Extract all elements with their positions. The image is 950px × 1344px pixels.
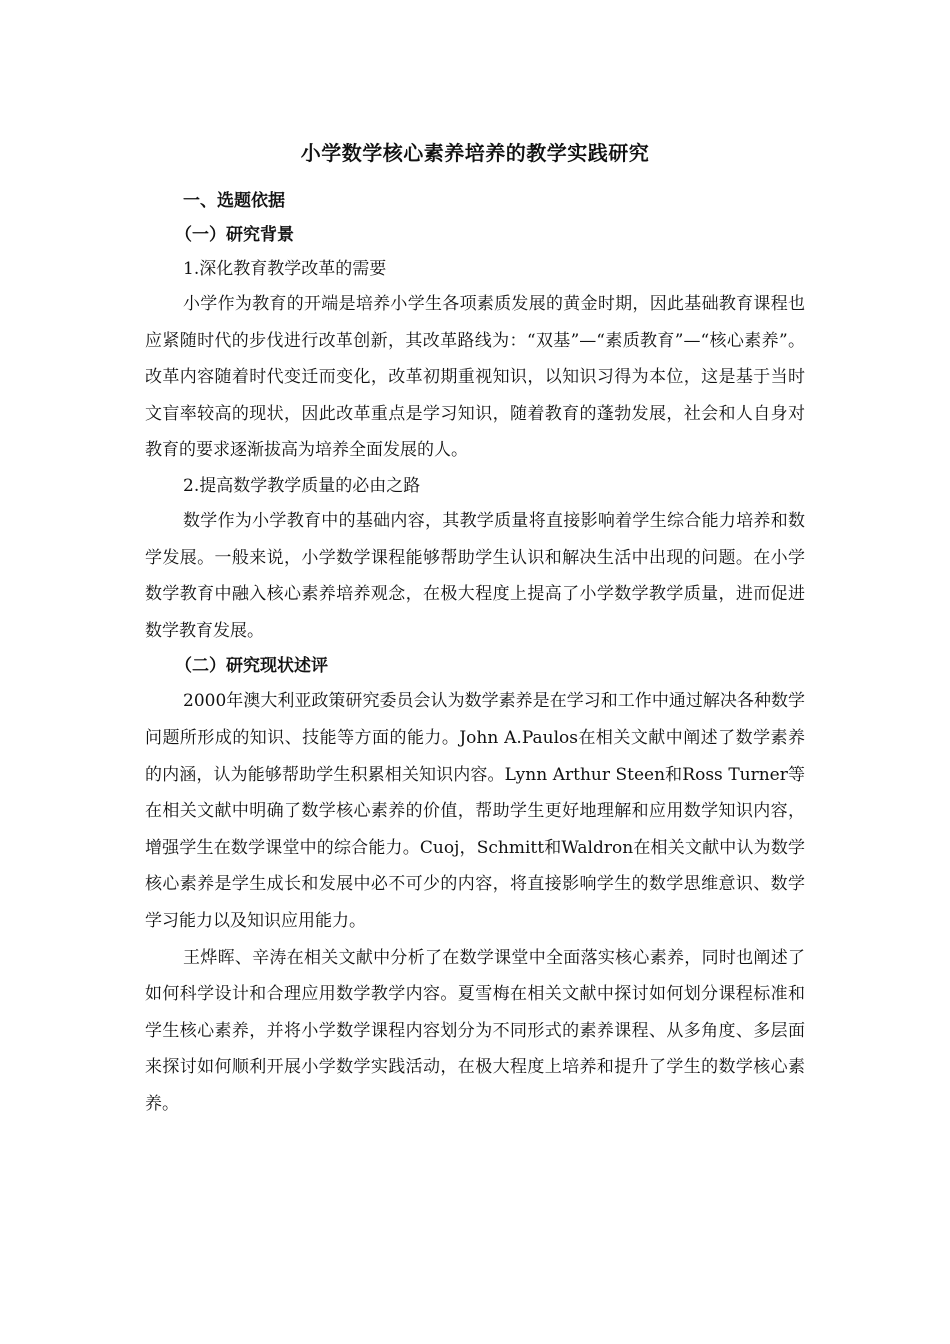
item-heading-reform: 1.深化教育教学改革的需要 xyxy=(183,259,387,279)
paragraph-review-foreign: 2000年澳大利亚政策研究委员会认为数学素养是在学习和工作中通过解决各种数学问题所形成的知识、技能等方面的能力。John A.Paulos在相关文献中阐述了数学素养的内涵，认为能够帮助学生积累相关知识内容。Lynn Arthur Steen和Ross Turner等在相关文献中明确了数学核心素养的价值，帮助学生更好地理解和应用数学知识内容，增强学生在数学课堂中的综合能力。Cuoj，Schmitt和Waldron在相关文献中认为数学核心素养是学生成长和发展中必不可少的内容，将直接影响学生的数学思维意识、数学学习能力以及知识应用能力。 xyxy=(145,691,805,931)
subsection-heading-background: （一）研究背景 xyxy=(175,225,294,245)
item-heading-quality: 2.提高数学教学质量的必由之路 xyxy=(183,475,421,496)
document-body xyxy=(145,138,805,1122)
paragraph-quality: 数学作为小学教育中的基础内容，其教学质量将直接影响着学生综合能力培养和数学发展。一般来说，小学数学课程能够帮助学生认识和解决生活中出现的问题。在小学数学教育中融入核心素养培养观念，在极大程度上提高了小学数学教学质量，进而促进数学教育发展。 xyxy=(145,510,805,641)
subsection-heading-review: （二）研究现状述评 xyxy=(175,656,328,677)
document-title: 小学数学核心素养培养的教学实践研究 xyxy=(300,141,650,165)
section-heading-basis: 一、选题依据 xyxy=(183,191,285,211)
paragraph-review-domestic: 王烨晖、辛涛在相关文献中分析了在数学课堂中全面落实核心素养，同时也阐述了如何科学设计和合理应用数学教学内容。夏雪梅在相关文献中探讨如何划分课程标准和学生核心素养，并将小学数学课程内容划分为不同形式的素养课程、从多角度、多层面来探讨如何顺利开展小学数学实践活动，在极大程度上培养和提升了学生的数学核心素养。 xyxy=(145,947,805,1114)
paragraph-reform: 小学作为教育的开端是培养小学生各项素质发展的黄金时期，因此基础教育课程也应紧随时代的步伐进行改革创新，其改革路线为：“双基”—“素质教育”—“核心素养”。改革内容随着时代变迁而变化，改革初期重视知识，以知识习得为本位，这是基于当时文盲率较高的现状，因此改革重点是学习知识，随着教育的蓬勃发展，社会和人自身对教育的要求逐渐拔高为培养全面发展的人。 xyxy=(145,294,805,461)
